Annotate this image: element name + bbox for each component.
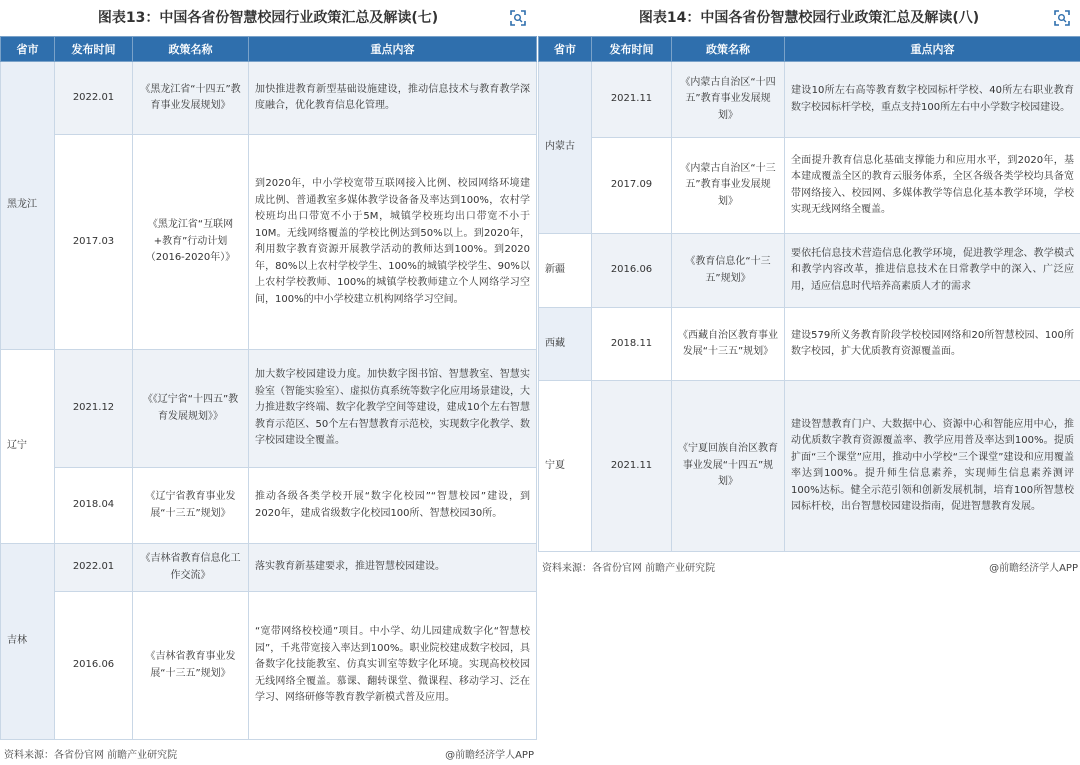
header-date: 发布时间 — [592, 37, 672, 62]
policy-name-cell: 《西藏自治区教育事业发展“十三五”规划》 — [672, 308, 785, 381]
scan-icon[interactable] — [1054, 10, 1070, 26]
policy-panel-left — [0, 0, 536, 761]
date-cell: 2018.04 — [55, 468, 133, 544]
brand-credit: @前瞻经济学人APP — [445, 750, 534, 761]
policy-name-cell: 《教育信息化“十三五”规划》 — [672, 234, 785, 308]
date-cell: 2017.09 — [592, 138, 672, 234]
source-note: 资料来源：各省份官网 前瞻产业研究院 — [4, 750, 178, 761]
table-row — [539, 381, 1080, 552]
key-content-cell: 建设智慧教育门户、大数据中心、资源中心和智能应用中心，推动优质数字教育资源覆盖率、教学应用普及率达到100%。提质扩面“三个课堂”应用，推动中小学校“三个课堂”建设和应用覆盖率达到100%。提升师生信息素养，实现师生信息素养测评100%达标。健全示范引领和创新发展机制，培育100所智慧校园标杆校，出台智慧校园建设指南，促进智慧教育发展。 — [785, 381, 1080, 552]
province-cell: 辽宁 — [1, 350, 55, 544]
table-header-row — [539, 37, 1080, 62]
province-cell: 宁夏 — [539, 381, 592, 552]
key-content-cell: “宽带网络校校通”项目。中小学、幼儿园建成数字化“智慧校园”，千兆带宽接入率达到100%。职业院校建成数字校园，具备数字化技能教室、仿真实训室等数字化环境。实现高校校园无线网络全覆盖。慕课、翻转课堂、微课程、移动学习、泛在学习、网络研修等教育教学新模式普及应用。 — [249, 592, 537, 740]
table-row — [1, 350, 537, 468]
date-cell: 2018.11 — [592, 308, 672, 381]
key-content-cell: 推动各级各类学校开展“数字化校园”“智慧校园”建设，到2020年，建成省级数字化校园100所、智慧校园30所。 — [249, 468, 537, 544]
policy-name-cell: 《《辽宁省“十四五”教育发展规划》》 — [133, 350, 249, 468]
province-cell: 新疆 — [539, 234, 592, 308]
panel-title: 图表14：中国各省份智慧校园行业政策汇总及解读(八) — [638, 10, 980, 26]
date-cell: 2021.11 — [592, 381, 672, 552]
policy-name-cell: 《黑龙江省“互联网+教育”行动计划（2016-2020年）》 — [133, 135, 249, 350]
date-cell: 2017.03 — [55, 135, 133, 350]
brand-credit: @前瞻经济学人APP — [989, 563, 1078, 574]
table-row — [1, 468, 537, 544]
panel-footer — [538, 552, 1080, 574]
key-content-cell: 到2020年，中小学校宽带互联网接入比例、校园网络环境建成比例、普通教室多媒体教学设备备及率达到100%，农村学校班均出口带宽不小于5M，城镇学校班均出口带宽不小于10M。无线网络覆盖的学校比例达到50%以上。到2020年，利用数字教育资源开展教学活动的教师达到100%。到2020年，80%以上农村学校学生、100%的城镇学校学生、90%以上农村学校教师、100%的城镇学校教师建立个人网络学习空间，100%的中小学校建立机构网络学习空间。 — [249, 135, 537, 350]
panel-title: 图表13：中国各省份智慧校园行业政策汇总及解读(七) — [97, 10, 439, 26]
policy-name-cell: 《辽宁省教育事业发展“十三五”规划》 — [133, 468, 249, 544]
policy-name-cell: 《吉林省教育信息化工作交流》 — [133, 544, 249, 592]
table-row — [539, 234, 1080, 308]
policy-table-left — [0, 36, 537, 740]
policy-name-cell: 《内蒙古自治区“十四五”教育事业发展规划》 — [672, 62, 785, 138]
header-province: 省市 — [1, 37, 55, 62]
policy-name-cell: 《吉林省教育事业发展“十三五”规划》 — [133, 592, 249, 740]
policy-table-right — [538, 36, 1080, 552]
key-content-cell: 要依托信息技术营造信息化教学环境，促进教学理念、教学模式和教学内容改革，推进信息技术在日常教学中的深入、广泛应用，适应信息时代培养高素质人才的需求 — [785, 234, 1080, 308]
key-content-cell: 建设10所左右高等教育数字校园标杆学校、40所左右职业教育数字校园标杆学校，重点支持100所左右中小学数字校园建设。 — [785, 62, 1080, 138]
header-province: 省市 — [539, 37, 592, 62]
header-policy-name: 政策名称 — [133, 37, 249, 62]
key-content-cell: 加快推进教育新型基础设施建设，推动信息技术与教育教学深度融合，优化教育信息化管理。 — [249, 62, 537, 135]
policy-name-cell: 《黑龙江省“十四五”教育事业发展规划》 — [133, 62, 249, 135]
table-row — [1, 62, 537, 135]
header-key-content: 重点内容 — [249, 37, 537, 62]
province-cell: 西藏 — [539, 308, 592, 381]
table-header-row — [1, 37, 537, 62]
date-cell: 2016.06 — [55, 592, 133, 740]
date-cell: 2021.12 — [55, 350, 133, 468]
panel-footer — [0, 740, 536, 761]
panel-title-bar — [538, 0, 1080, 36]
table-row — [1, 135, 537, 350]
key-content-cell: 加大数字校园建设力度。加快数字图书馆、智慧教室、智慧实验室（智能实验室）、虚拟仿真系统等数字化应用场景建设，大力推进数字终端、数字化教学空间等建设，建成10个左右智慧教育示范区、50个左右智慧教育示范校，实现数字化教学、数字校园建设全覆盖。 — [249, 350, 537, 468]
date-cell: 2021.11 — [592, 62, 672, 138]
province-cell: 内蒙古 — [539, 62, 592, 234]
panel-title-bar — [0, 0, 536, 36]
header-policy-name: 政策名称 — [672, 37, 785, 62]
table-row — [539, 62, 1080, 138]
table-row — [1, 544, 537, 592]
header-date: 发布时间 — [55, 37, 133, 62]
policy-panel-right — [538, 0, 1080, 574]
date-cell: 2022.01 — [55, 544, 133, 592]
table-row — [1, 592, 537, 740]
table-row — [539, 138, 1080, 234]
date-cell: 2016.06 — [592, 234, 672, 308]
header-key-content: 重点内容 — [785, 37, 1080, 62]
province-cell: 吉林 — [1, 544, 55, 740]
key-content-cell: 建设579所义务教育阶段学校校园网络和20所智慧校园、100所数字校园，扩大优质教育资源覆盖面。 — [785, 308, 1080, 381]
policy-name-cell: 《内蒙古自治区“十三五”教育事业发展规划》 — [672, 138, 785, 234]
policy-name-cell: 《宁夏回族自治区教育事业发展“十四五”规划》 — [672, 381, 785, 552]
source-note: 资料来源：各省份官网 前瞻产业研究院 — [542, 563, 716, 574]
province-cell: 黑龙江 — [1, 62, 55, 350]
scan-icon[interactable] — [510, 10, 526, 26]
key-content-cell: 落实教育新基建要求，推进智慧校园建设。 — [249, 544, 537, 592]
key-content-cell: 全面提升教育信息化基础支撑能力和应用水平，到2020年，基本建成覆盖全区的教育云服务体系，全区各级各类学校均具备宽带网络接入、校园网、多媒体教学等信息化基本教学环境，学校实现无线网络全覆盖。 — [785, 138, 1080, 234]
date-cell: 2022.01 — [55, 62, 133, 135]
table-row — [539, 308, 1080, 381]
